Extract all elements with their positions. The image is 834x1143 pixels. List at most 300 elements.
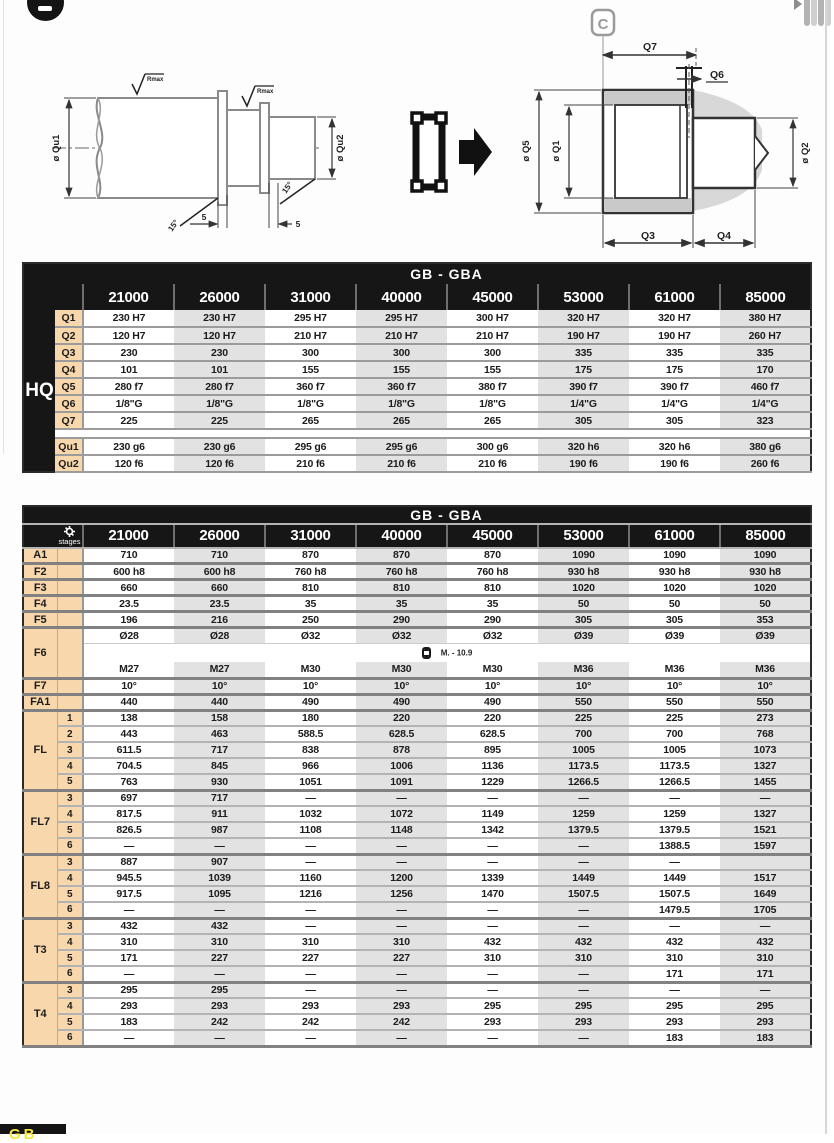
data-cell: 826.5 <box>83 822 174 838</box>
table-row <box>23 412 811 429</box>
chamfer-callout <box>166 198 218 233</box>
overall-dimensions-table <box>22 505 812 1048</box>
data-cell: 10° <box>356 678 447 694</box>
data-cell: 300 <box>447 344 538 361</box>
data-cell: 290 <box>356 612 447 628</box>
data-cell: 704.5 <box>83 758 174 774</box>
table-row <box>23 1014 811 1030</box>
stage-cell: 4 <box>57 998 83 1014</box>
data-cell: Ø32 <box>356 628 447 644</box>
data-cell: — <box>538 918 629 934</box>
dim-label-q7: Q7 <box>642 41 658 53</box>
data-cell: 660 <box>83 580 174 596</box>
header-corner <box>23 506 83 524</box>
data-cell: 323 <box>720 412 811 429</box>
data-cell: 10° <box>447 678 538 694</box>
table-row <box>23 870 811 886</box>
stage-cell: 3 <box>57 918 83 934</box>
table-row <box>23 662 811 678</box>
data-cell: 230 <box>174 344 265 361</box>
dim-q3 <box>603 215 693 248</box>
data-cell: 550 <box>629 694 720 710</box>
column-header: 45000 <box>447 524 538 548</box>
dim-label-qu2: ø Qu2 <box>335 134 346 162</box>
dim-label-q1: ø Q1 <box>551 140 562 162</box>
data-cell: M30 <box>356 662 447 678</box>
data-cell: 1/8"G <box>447 395 538 412</box>
dim-label-5: 5 <box>295 219 301 229</box>
data-cell: 1090 <box>720 548 811 564</box>
table-row <box>23 564 811 580</box>
data-cell: Ø32 <box>447 628 538 644</box>
column-header: 45000 <box>447 284 538 310</box>
group-title-row <box>23 506 811 524</box>
data-cell: 335 <box>538 344 629 361</box>
data-cell: 295 g6 <box>356 438 447 455</box>
data-cell: M30 <box>447 662 538 678</box>
data-cell: 210 H7 <box>447 327 538 344</box>
table-row <box>23 580 811 596</box>
table1-group-title: GB - GBA <box>83 263 811 284</box>
data-cell: — <box>83 902 174 918</box>
data-cell: 1/4"G <box>720 395 811 412</box>
data-cell: 190 H7 <box>629 327 720 344</box>
data-cell: 1160 <box>265 870 356 886</box>
data-cell: — <box>174 838 265 854</box>
data-cell: 220 <box>447 710 538 726</box>
table-row <box>23 361 811 378</box>
data-cell: 50 <box>629 596 720 612</box>
data-cell: — <box>629 982 720 998</box>
data-cell: 225 <box>538 710 629 726</box>
badge-mark <box>38 6 52 11</box>
table-row <box>23 886 811 902</box>
data-cell: — <box>629 854 720 870</box>
data-cell: 10° <box>538 678 629 694</box>
column-header-row <box>23 524 811 548</box>
data-cell: 265 <box>447 412 538 429</box>
dim-q6 <box>677 69 728 82</box>
data-cell: 432 <box>174 918 265 934</box>
data-cell: — <box>629 790 720 806</box>
table-row <box>23 790 811 806</box>
row-label: F3 <box>23 580 57 596</box>
data-cell: — <box>174 966 265 982</box>
data-cell: 490 <box>447 694 538 710</box>
data-cell: 966 <box>265 758 356 774</box>
data-cell: 1388.5 <box>629 838 720 854</box>
table-row <box>23 327 811 344</box>
stage-cell <box>57 628 83 679</box>
data-cell: 293 <box>629 1014 720 1030</box>
stage-cell <box>57 612 83 628</box>
data-cell: 1005 <box>629 742 720 758</box>
stage-cell: 4 <box>57 758 83 774</box>
data-cell: 887 <box>83 854 174 870</box>
data-cell: 907 <box>174 854 265 870</box>
data-cell: M27 <box>174 662 265 678</box>
data-cell: 220 <box>356 710 447 726</box>
data-cell: 700 <box>538 726 629 742</box>
header-corner <box>23 524 57 548</box>
data-cell: 293 <box>447 1014 538 1030</box>
data-cell: 320 h6 <box>538 438 629 455</box>
table-row <box>23 1030 811 1046</box>
data-cell: — <box>265 838 356 854</box>
dim-label-qu1: ø Qu1 <box>51 134 62 162</box>
stage-cell: 5 <box>57 774 83 790</box>
row-label: Q1 <box>55 310 83 327</box>
stage-cell: 5 <box>57 1014 83 1030</box>
data-cell: 320 H7 <box>538 310 629 327</box>
column-header: 53000 <box>538 524 629 548</box>
data-cell: 35 <box>265 596 356 612</box>
row-label: T3 <box>23 918 57 982</box>
data-cell: 1200 <box>356 870 447 886</box>
data-cell: 1090 <box>538 548 629 564</box>
stage-cell: 3 <box>57 982 83 998</box>
dim-q7 <box>603 41 696 66</box>
data-cell: 700 <box>629 726 720 742</box>
stage-cell: 5 <box>57 950 83 966</box>
data-cell: 930 h8 <box>720 564 811 580</box>
data-cell: 335 <box>629 344 720 361</box>
data-cell: 845 <box>174 758 265 774</box>
scan-edge <box>3 0 4 454</box>
data-cell: 265 <box>265 412 356 429</box>
header-corner <box>23 263 83 284</box>
data-cell: 380 g6 <box>720 438 811 455</box>
column-header: 21000 <box>83 524 174 548</box>
data-cell: 1327 <box>720 806 811 822</box>
bolt-class-cell <box>83 644 811 663</box>
data-cell: Ø39 <box>629 628 720 644</box>
data-cell: 1449 <box>629 870 720 886</box>
section-c-badge <box>592 10 614 90</box>
table-row <box>23 774 811 790</box>
data-cell: 1216 <box>265 886 356 902</box>
table-row <box>23 548 811 564</box>
data-cell: 1379.5 <box>538 822 629 838</box>
bolt-class-note: M. - 10.9 <box>440 648 473 658</box>
table-row <box>23 694 811 710</box>
data-cell: 717 <box>174 790 265 806</box>
data-cell: 440 <box>174 694 265 710</box>
data-cell: 300 g6 <box>447 438 538 455</box>
data-cell: 155 <box>265 361 356 378</box>
data-cell: 295 <box>538 998 629 1014</box>
data-cell: 810 <box>356 580 447 596</box>
table-row <box>23 950 811 966</box>
data-cell: — <box>538 982 629 998</box>
table-row <box>23 378 811 395</box>
data-cell: 210 f6 <box>356 455 447 472</box>
data-cell: 870 <box>447 548 538 564</box>
table-row <box>23 838 811 854</box>
data-cell: — <box>265 918 356 934</box>
spacer-cell <box>55 429 811 438</box>
data-cell: M30 <box>265 662 356 678</box>
data-cell: 930 <box>174 774 265 790</box>
data-cell: 300 H7 <box>447 310 538 327</box>
data-cell: 1705 <box>720 902 811 918</box>
data-cell: 1507.5 <box>629 886 720 902</box>
data-cell: 1090 <box>629 548 720 564</box>
data-cell: 23.5 <box>174 596 265 612</box>
data-cell: 930 h8 <box>538 564 629 580</box>
data-cell: 50 <box>538 596 629 612</box>
data-cell: 1449 <box>538 870 629 886</box>
data-cell: 10° <box>720 678 811 694</box>
data-cell: 930 h8 <box>629 564 720 580</box>
stage-cell: 6 <box>57 902 83 918</box>
stage-cell <box>57 548 83 564</box>
data-cell: — <box>356 966 447 982</box>
data-cell: — <box>356 838 447 854</box>
data-cell: 380 H7 <box>720 310 811 327</box>
data-cell: 768 <box>720 726 811 742</box>
data-cell: 210 f6 <box>447 455 538 472</box>
data-cell: 260 f6 <box>720 455 811 472</box>
stage-cell: 3 <box>57 742 83 758</box>
data-cell: 1020 <box>629 580 720 596</box>
column-header: 61000 <box>629 284 720 310</box>
data-cell: 295 g6 <box>265 438 356 455</box>
table-row <box>23 902 811 918</box>
hq-dimensions-table <box>22 262 812 473</box>
data-cell: 1032 <box>265 806 356 822</box>
column-header: 31000 <box>265 524 356 548</box>
row-label: A1 <box>23 548 57 564</box>
data-cell: 273 <box>720 710 811 726</box>
table-row <box>23 742 811 758</box>
data-cell: 310 <box>538 950 629 966</box>
data-cell: — <box>447 966 538 982</box>
data-cell: — <box>265 966 356 982</box>
column-header: 85000 <box>720 524 811 548</box>
data-cell: — <box>265 902 356 918</box>
row-label: F6 <box>23 628 57 679</box>
roughness-label: Rmax <box>147 77 164 83</box>
data-cell: — <box>356 790 447 806</box>
data-cell: 10° <box>174 678 265 694</box>
stage-cell: 6 <box>57 1030 83 1046</box>
data-cell: 917.5 <box>83 886 174 902</box>
data-cell: 155 <box>356 361 447 378</box>
table-row <box>23 395 811 412</box>
data-cell: 320 h6 <box>629 438 720 455</box>
table-row <box>23 822 811 838</box>
data-cell: 10° <box>265 678 356 694</box>
data-cell: 432 <box>629 934 720 950</box>
data-cell: 443 <box>83 726 174 742</box>
data-cell: 1148 <box>356 822 447 838</box>
table-row <box>23 998 811 1014</box>
dim-label-q4: Q4 <box>716 230 732 242</box>
table-row <box>23 934 811 950</box>
data-cell: 717 <box>174 742 265 758</box>
data-cell: 295 <box>174 982 265 998</box>
column-header: 53000 <box>538 284 629 310</box>
data-cell: 293 <box>265 998 356 1014</box>
data-cell: 242 <box>265 1014 356 1030</box>
row-label: Qu2 <box>55 455 83 472</box>
data-cell: 1/4"G <box>629 395 720 412</box>
data-cell: 697 <box>83 790 174 806</box>
column-header: 26000 <box>174 524 265 548</box>
data-cell: 280 f7 <box>174 378 265 395</box>
data-cell: 120 H7 <box>83 327 174 344</box>
data-cell: 290 <box>447 612 538 628</box>
row-label: FL <box>23 710 57 790</box>
row-label: Q3 <box>55 344 83 361</box>
gear-icon <box>64 526 75 537</box>
data-cell: 628.5 <box>356 726 447 742</box>
data-cell: 987 <box>174 822 265 838</box>
data-cell: 1091 <box>356 774 447 790</box>
data-cell: — <box>83 1030 174 1046</box>
data-cell: Ø28 <box>83 628 174 644</box>
stage-cell: 4 <box>57 870 83 886</box>
data-cell: 611.5 <box>83 742 174 758</box>
data-cell: 360 f7 <box>265 378 356 395</box>
data-cell: — <box>447 790 538 806</box>
data-cell: 945.5 <box>83 870 174 886</box>
column-header: 31000 <box>265 284 356 310</box>
table-row <box>23 710 811 726</box>
stage-cell: 6 <box>57 838 83 854</box>
data-cell: 295 <box>629 998 720 1014</box>
data-cell: 1020 <box>720 580 811 596</box>
header-corner <box>23 284 83 310</box>
table-row <box>23 628 811 644</box>
data-cell: 1507.5 <box>538 886 629 902</box>
data-cell: 1108 <box>265 822 356 838</box>
data-cell: 210 H7 <box>265 327 356 344</box>
data-cell: 155 <box>447 361 538 378</box>
stage-cell: 5 <box>57 886 83 902</box>
data-cell: 242 <box>174 1014 265 1030</box>
data-cell: — <box>538 838 629 854</box>
data-cell: 810 <box>265 580 356 596</box>
table-row <box>23 344 811 361</box>
dim-label-q6: Q6 <box>709 69 725 81</box>
data-cell: 175 <box>629 361 720 378</box>
data-cell: 171 <box>720 966 811 982</box>
table-row <box>23 806 811 822</box>
data-cell: Ø39 <box>538 628 629 644</box>
data-cell: 1342 <box>447 822 538 838</box>
column-header: 21000 <box>83 284 174 310</box>
stage-cell: 3 <box>57 790 83 806</box>
data-cell: Ø32 <box>265 628 356 644</box>
column-header: 26000 <box>174 284 265 310</box>
row-label: FL7 <box>23 790 57 854</box>
row-label: F7 <box>23 678 57 694</box>
dim-label-q2: ø Q2 <box>800 142 811 164</box>
data-cell: 250 <box>265 612 356 628</box>
row-label: F2 <box>23 564 57 580</box>
data-cell: 260 H7 <box>720 327 811 344</box>
stage-cell: 1 <box>57 710 83 726</box>
data-cell: 225 <box>629 710 720 726</box>
data-cell: 1039 <box>174 870 265 886</box>
data-cell: 878 <box>356 742 447 758</box>
data-cell: 210 f6 <box>265 455 356 472</box>
data-cell: 310 <box>447 950 538 966</box>
data-cell: M36 <box>538 662 629 678</box>
hub-drawing <box>520 8 826 260</box>
data-cell: 171 <box>629 966 720 982</box>
data-cell: 1229 <box>447 774 538 790</box>
stages-column-header <box>57 524 83 548</box>
data-cell: 390 f7 <box>629 378 720 395</box>
data-cell: 230 g6 <box>83 438 174 455</box>
data-cell: — <box>538 902 629 918</box>
row-label: Qu1 <box>55 438 83 455</box>
data-cell: 293 <box>174 998 265 1014</box>
data-cell: 1259 <box>538 806 629 822</box>
chamfer-angle: 15° <box>166 218 181 234</box>
data-cell: 190 f6 <box>538 455 629 472</box>
data-cell: 310 <box>83 934 174 950</box>
dim-label-5: 5 <box>201 212 207 222</box>
data-cell: 1597 <box>720 838 811 854</box>
data-cell: 50 <box>720 596 811 612</box>
table-row <box>23 982 811 998</box>
data-cell: 1339 <box>447 870 538 886</box>
data-cell: 210 H7 <box>356 327 447 344</box>
stage-cell <box>57 564 83 580</box>
bolt-icon <box>422 647 431 659</box>
data-cell: — <box>538 966 629 982</box>
roughness-label: Rmax <box>257 89 274 95</box>
data-cell: — <box>174 1030 265 1046</box>
data-cell: — <box>447 854 538 870</box>
data-cell: 1006 <box>356 758 447 774</box>
section-c-label: C <box>597 16 609 33</box>
data-cell: — <box>720 918 811 934</box>
data-cell: M36 <box>720 662 811 678</box>
data-cell: 293 <box>356 998 447 1014</box>
data-cell: 10° <box>83 678 174 694</box>
data-cell: 1/8"G <box>356 395 447 412</box>
data-cell: 911 <box>174 806 265 822</box>
data-cell: 1173.5 <box>629 758 720 774</box>
data-cell: — <box>356 854 447 870</box>
data-cell: 183 <box>720 1030 811 1046</box>
data-cell: — <box>174 902 265 918</box>
data-cell: 227 <box>265 950 356 966</box>
column-header: 40000 <box>356 524 447 548</box>
data-cell: 320 H7 <box>629 310 720 327</box>
data-cell: 440 <box>83 694 174 710</box>
data-cell: — <box>356 902 447 918</box>
data-cell: — <box>447 902 538 918</box>
table-row <box>23 678 811 694</box>
table-row <box>23 612 811 628</box>
data-cell: 101 <box>174 361 265 378</box>
stage-cell: 5 <box>57 822 83 838</box>
data-cell: 1095 <box>174 886 265 902</box>
stage-cell <box>57 596 83 612</box>
chamfer-callout <box>280 179 315 204</box>
data-cell: 1/8"G <box>265 395 356 412</box>
data-cell: 305 <box>538 612 629 628</box>
dim-label-q5: ø Q5 <box>521 140 532 162</box>
section-number-badge <box>27 0 64 21</box>
roughness-symbol <box>132 74 164 94</box>
